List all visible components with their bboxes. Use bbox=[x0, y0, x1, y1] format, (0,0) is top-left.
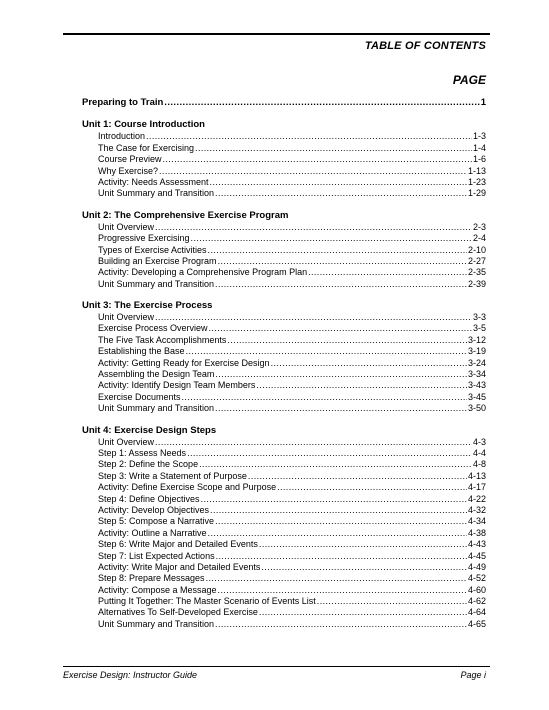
toc-entry-title: The Case for Exercising bbox=[98, 142, 195, 153]
toc-preface-entry bbox=[82, 97, 486, 108]
toc-entry-title: Unit Overview bbox=[98, 221, 155, 232]
toc-entry-page: 1-6 bbox=[472, 154, 486, 165]
toc-entry-page: 4-38 bbox=[467, 527, 486, 538]
toc-entry-page: 4-34 bbox=[467, 516, 486, 527]
toc-entry bbox=[98, 267, 486, 278]
toc-entry-page: 4-43 bbox=[467, 539, 486, 550]
toc-entry-title: Course Preview bbox=[98, 154, 162, 165]
toc-entry-page: 3-34 bbox=[467, 369, 486, 380]
toc-entry bbox=[98, 256, 486, 267]
unit-heading: Unit 3: The Exercise Process bbox=[82, 300, 213, 312]
unit-heading: Unit 4: Exercise Design Steps bbox=[82, 424, 217, 436]
dot-leader bbox=[210, 505, 467, 516]
toc-entry-page: 2-35 bbox=[467, 267, 486, 278]
toc-entry-page: 2-39 bbox=[467, 278, 486, 289]
toc-entry-title: Unit Summary and Transition bbox=[98, 618, 215, 629]
dot-leader bbox=[146, 131, 472, 142]
toc-entry-page: 3-43 bbox=[467, 380, 486, 391]
toc-entry bbox=[98, 279, 486, 290]
toc-entry-page: 4-45 bbox=[467, 550, 486, 561]
toc-entry-title: Step 5: Compose a Narrative bbox=[98, 516, 215, 527]
dot-leader bbox=[155, 312, 472, 323]
dot-leader bbox=[259, 539, 467, 550]
footer-guide-title: Exercise Design: Instructor Guide bbox=[63, 670, 198, 680]
toc-entry bbox=[98, 166, 486, 177]
toc-entry-page: 1-29 bbox=[467, 188, 486, 199]
toc-entry-page: 4-22 bbox=[467, 493, 486, 504]
dot-leader bbox=[208, 245, 467, 256]
page-title: TABLE OF CONTENTS bbox=[364, 40, 486, 52]
toc-entry-page: 3-50 bbox=[467, 403, 486, 414]
toc-entry bbox=[98, 607, 486, 618]
table-of-contents bbox=[82, 97, 486, 630]
dot-leader bbox=[187, 448, 472, 459]
toc-entry-title: Exercise Documents bbox=[98, 391, 181, 402]
toc-entry bbox=[98, 459, 486, 470]
toc-entry-page: 2-27 bbox=[467, 255, 486, 266]
toc-entry bbox=[98, 494, 486, 505]
dot-leader bbox=[186, 346, 467, 357]
toc-entry bbox=[98, 392, 486, 403]
toc-entry-page: 1-3 bbox=[472, 131, 486, 142]
toc-entry-page: 2-3 bbox=[472, 221, 486, 232]
toc-entry-title: Activity: Identify Design Team Members bbox=[98, 380, 256, 391]
toc-entry-page: 1 bbox=[480, 97, 486, 108]
dot-leader bbox=[259, 607, 467, 618]
dot-leader bbox=[195, 143, 472, 154]
dot-leader bbox=[182, 392, 467, 403]
dot-leader bbox=[215, 188, 467, 199]
toc-entry-page: 1-23 bbox=[467, 176, 486, 187]
toc-entry bbox=[98, 539, 486, 550]
toc-entry-page: 4-17 bbox=[467, 482, 486, 493]
toc-entry-page: 4-62 bbox=[467, 596, 486, 607]
toc-entry-title: Preparing to Train bbox=[82, 97, 164, 108]
toc-entry-title: Step 2: Define the Scope bbox=[98, 459, 199, 470]
toc-entry-title: Alternatives To Self-Developed Exercise bbox=[98, 607, 258, 618]
toc-entry bbox=[98, 482, 486, 493]
toc-entry bbox=[98, 551, 486, 562]
toc-entry-page: 4-32 bbox=[467, 504, 486, 515]
toc-entry-title: Activity: Getting Ready for Exercise Design bbox=[98, 357, 270, 368]
dot-leader bbox=[317, 596, 467, 607]
toc-entry-page: 3-45 bbox=[467, 391, 486, 402]
dot-leader bbox=[215, 619, 467, 630]
dot-leader bbox=[215, 279, 467, 290]
toc-entry-title: Progressive Exercising bbox=[98, 233, 190, 244]
toc-entry-page: 4-64 bbox=[467, 607, 486, 618]
toc-entry-page: 3-12 bbox=[467, 334, 486, 345]
toc-entry bbox=[98, 437, 486, 448]
toc-entry-page: 4-60 bbox=[467, 584, 486, 595]
toc-entry-title: Introduction bbox=[98, 131, 146, 142]
dot-leader bbox=[218, 585, 467, 596]
toc-entry-page: 3-19 bbox=[467, 346, 486, 357]
dot-leader bbox=[215, 516, 467, 527]
toc-entry-title: Building an Exercise Program bbox=[98, 255, 217, 266]
toc-entry-title: Types of Exercise Activities bbox=[98, 244, 207, 255]
toc-entry-title: Step 1: Assess Needs bbox=[98, 447, 187, 458]
dot-leader bbox=[159, 166, 467, 177]
toc-entry-page: 4-13 bbox=[467, 470, 486, 481]
dot-leader bbox=[155, 222, 472, 233]
toc-entry bbox=[98, 143, 486, 154]
toc-entry-title: Step 7: List Expected Actions bbox=[98, 550, 215, 561]
unit-heading: Unit 1: Course Introduction bbox=[82, 119, 205, 131]
toc-entry-title: Why Exercise? bbox=[98, 165, 159, 176]
toc-entry-page: 4-52 bbox=[467, 573, 486, 584]
toc-entry-title: Activity: Developing a Comprehensive Program Plan bbox=[98, 267, 308, 278]
toc-entry bbox=[98, 448, 486, 459]
toc-entry bbox=[98, 177, 486, 188]
dot-leader bbox=[163, 154, 472, 165]
toc-entry bbox=[98, 233, 486, 244]
dot-leader bbox=[248, 471, 467, 482]
toc-entry bbox=[98, 573, 486, 584]
dot-leader bbox=[201, 494, 467, 505]
toc-entry bbox=[98, 596, 486, 607]
toc-entry-title: Activity: Write Major and Detailed Events bbox=[98, 561, 261, 572]
toc-entry bbox=[98, 528, 486, 539]
toc-entry bbox=[98, 323, 486, 334]
toc-entry bbox=[98, 188, 486, 199]
toc-entry bbox=[98, 585, 486, 596]
dot-leader bbox=[210, 177, 467, 188]
dot-leader bbox=[216, 551, 467, 562]
dot-leader bbox=[271, 358, 467, 369]
toc-entry-page: 3-5 bbox=[472, 323, 486, 334]
dot-leader bbox=[308, 267, 467, 278]
unit-heading: Unit 2: The Comprehensive Exercise Program bbox=[82, 209, 289, 221]
toc-entry-title: Unit Overview bbox=[98, 312, 155, 323]
toc-entry-page: 1-13 bbox=[467, 165, 486, 176]
toc-entry bbox=[98, 516, 486, 527]
toc-entry-page: 3-24 bbox=[467, 357, 486, 368]
toc-entry-title: Activity: Needs Assessment bbox=[98, 176, 209, 187]
toc-entry-title: Step 6: Write Major and Detailed Events bbox=[98, 539, 258, 550]
dot-leader bbox=[215, 369, 467, 380]
toc-entry bbox=[98, 346, 486, 357]
toc-entry-title: Activity: Outline a Narrative bbox=[98, 527, 207, 538]
dot-leader bbox=[209, 323, 472, 334]
header-rule bbox=[63, 33, 490, 35]
toc-entry-page: 1-4 bbox=[472, 142, 486, 153]
toc-entry-page: 4-3 bbox=[472, 436, 486, 447]
toc-entry bbox=[98, 380, 486, 391]
toc-entry-title: Unit Summary and Transition bbox=[98, 278, 215, 289]
footer-rule bbox=[63, 666, 490, 667]
dot-leader bbox=[155, 437, 472, 448]
dot-leader bbox=[164, 97, 479, 108]
toc-entry bbox=[98, 222, 486, 233]
toc-entry-page: 3-3 bbox=[472, 312, 486, 323]
toc-entry-page: 4-49 bbox=[467, 561, 486, 572]
page-column-label: PAGE bbox=[452, 73, 486, 87]
toc-entry-title: Putting It Together: The Master Scenario of Events List bbox=[98, 596, 316, 607]
toc-entry-title: Activity: Develop Objectives bbox=[98, 504, 210, 515]
dot-leader bbox=[256, 380, 467, 391]
toc-entry bbox=[98, 245, 486, 256]
toc-entry-title: Unit Summary and Transition bbox=[98, 403, 215, 414]
toc-entry-title: Activity: Define Exercise Scope and Purpose bbox=[98, 482, 277, 493]
toc-entry bbox=[98, 403, 486, 414]
toc-entry bbox=[98, 335, 486, 346]
toc-entry bbox=[98, 471, 486, 482]
toc-entry-title: Activity: Compose a Message bbox=[98, 584, 217, 595]
toc-entry-page: 4-65 bbox=[467, 618, 486, 629]
dot-leader bbox=[208, 528, 467, 539]
toc-entry bbox=[98, 369, 486, 380]
dot-leader bbox=[261, 562, 467, 573]
toc-entry-title: Exercise Process Overview bbox=[98, 323, 208, 334]
dot-leader bbox=[191, 233, 472, 244]
toc-entry bbox=[98, 505, 486, 516]
toc-entry-title: Step 3: Write a Statement of Purpose bbox=[98, 470, 247, 481]
toc-entry-title: Step 8: Prepare Messages bbox=[98, 573, 205, 584]
dot-leader bbox=[206, 573, 467, 584]
toc-entry-title: Unit Summary and Transition bbox=[98, 188, 215, 199]
toc-entry bbox=[98, 312, 486, 323]
toc-entry-title: The Five Task Accomplishments bbox=[98, 334, 227, 345]
dot-leader bbox=[277, 482, 467, 493]
dot-leader bbox=[199, 459, 472, 470]
toc-entry-page: 2-10 bbox=[467, 244, 486, 255]
toc-entry bbox=[98, 619, 486, 630]
toc-entry-page: 4-4 bbox=[472, 447, 486, 458]
dot-leader bbox=[227, 335, 467, 346]
toc-entry-title: Unit Overview bbox=[98, 436, 155, 447]
toc-entry bbox=[98, 154, 486, 165]
footer-page-number: Page i bbox=[460, 670, 486, 680]
dot-leader bbox=[218, 256, 467, 267]
toc-entry bbox=[98, 131, 486, 142]
toc-entry-page: 4-8 bbox=[472, 459, 486, 470]
toc-entry-title: Step 4: Define Objectives bbox=[98, 493, 200, 504]
toc-entry-title: Establishing the Base bbox=[98, 346, 185, 357]
dot-leader bbox=[215, 403, 467, 414]
toc-entry bbox=[98, 358, 486, 369]
toc-entry-page: 2-4 bbox=[472, 233, 486, 244]
toc-entry bbox=[98, 562, 486, 573]
toc-entry-title: Assembling the Design Team bbox=[98, 369, 215, 380]
